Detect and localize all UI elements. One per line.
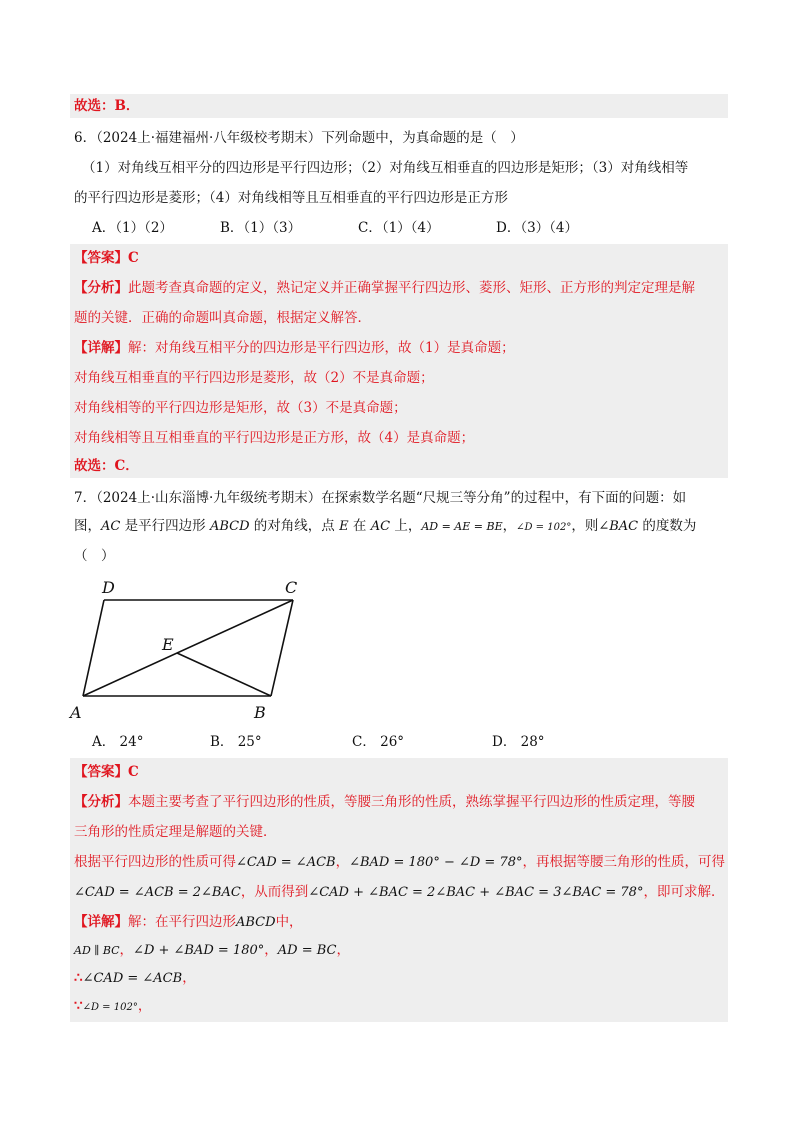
q7-math-ad-bc: AD = BC <box>277 943 337 958</box>
q6-option-b: B．（1）（3） <box>220 220 302 236</box>
q7-detail-text: ， <box>119 942 134 958</box>
q7-analysis-line-2: 三角形的性质定理是解题的关键． <box>74 824 277 840</box>
q7-stem-text: 的度数为 <box>638 518 697 534</box>
q6-detail-text-1: 解：对角线互相平分的四边形是平行四边形，故（1）是真命题； <box>128 340 515 356</box>
q6-analysis-line-2: 题的关键．正确的命题叫真命题，根据定义解答． <box>74 310 371 326</box>
q7-detail-line-2 <box>74 940 350 961</box>
q7-math-cad-2bac: ∠CAD = ∠ACB = 2∠BAC <box>74 885 241 900</box>
edge-bc <box>271 600 293 696</box>
q7-analysis-line-4 <box>74 882 724 903</box>
q7-stem-line-1: 7．（2024上·山东淄博·九年级统考期末）在探索数学名题“尺规三等分角”的过程中，有下面的问题：如 <box>74 490 687 506</box>
q6-option-a: A．（1）（2） <box>92 220 173 236</box>
q7-math-angle-d: ∠D = 102° <box>82 1002 138 1013</box>
label-e: E <box>162 635 174 654</box>
prev-conclusion: 故选：B． <box>74 98 140 114</box>
q7-stem-text: 是平行四边形 <box>120 518 210 534</box>
q7-answer-value: C <box>128 764 139 780</box>
q7-option-b: B． 25° <box>210 734 262 750</box>
parallelogram-figure <box>60 572 320 724</box>
label-c: C <box>285 578 298 597</box>
q7-math-angle-bac: ∠BAC <box>598 519 639 534</box>
q7-analysis-tag: 【分析】 <box>74 794 128 810</box>
q7-stem-line-2 <box>74 516 696 538</box>
q7-option-a: A． 24° <box>92 734 144 750</box>
q7-math-3bac: ∠CAD + ∠BAC = 2∠BAC + ∠BAC = 3∠BAC = 78° <box>308 885 644 900</box>
q7-math-ac: AC <box>370 519 391 534</box>
because-symbol: ∵ <box>74 998 83 1014</box>
segment-eb <box>177 653 271 696</box>
label-a: A <box>70 703 82 722</box>
q7-option-d: D． 28° <box>492 734 545 750</box>
q6-statement-line-2: 的平行四边形是菱形；（4）对角线相等且互相垂直的平行四边形是正方形 <box>74 190 508 206</box>
q7-analysis-text: ，即可求解． <box>643 884 725 900</box>
q6-analysis-line-1 <box>74 278 695 298</box>
q6-statement-line-1: （1）对角线互相平分的四边形是平行四边形；（2）对角线互相垂直的四边形是矩形；（3）对角线相等 <box>82 160 689 176</box>
q6-option-c: C．（1）（4） <box>358 220 440 236</box>
q7-math-e: E <box>339 519 349 534</box>
q6-conclusion: 故选：C． <box>74 458 139 474</box>
q7-options <box>92 732 545 752</box>
q6-answer-tag: 【答案】 <box>74 250 128 266</box>
q7-detail-text: ， <box>182 970 196 986</box>
q7-detail-text: ， <box>264 942 278 958</box>
q7-math-angle-d: ∠D = 102° <box>516 522 572 533</box>
q7-detail-line-1 <box>74 912 303 933</box>
q7-detail-line-4 <box>74 996 151 1018</box>
q7-detail-text: ， <box>137 998 152 1014</box>
q7-detail-text: ， <box>336 942 350 958</box>
label-d: D <box>102 578 115 597</box>
q6-analysis-text-1: 此题考查真命题的定义，熟记定义并正确掌握平行四边形、菱形、矩形、正方形的判定定理是解 <box>128 280 695 296</box>
q7-stem-text: 的对角线，点 <box>249 518 340 534</box>
q6-detail-line-2: 对角线互相垂直的平行四边形是菱形，故（2）不是真命题； <box>74 370 434 386</box>
q7-stem-text: ，则 <box>571 518 599 534</box>
q7-analysis-text: ， <box>335 854 350 870</box>
q7-analysis-text: 根据平行四边形的性质可得 <box>74 854 236 870</box>
therefore-symbol: ∴ <box>74 970 83 986</box>
answer-shade-prev <box>70 94 728 118</box>
q7-analysis-text-1: 本题主要考查了平行四边形的性质，等腰三角形的性质，熟练掌握平行四边形的性质定理，等腰 <box>128 794 695 810</box>
q6-stem: 6．（2024上·福建福州·八年级校考期末）下列命题中，为真命题的是（ ） <box>74 130 524 146</box>
q6-answer <box>74 248 139 268</box>
q7-math-angle-sum: ∠D + ∠BAD = 180° <box>133 943 265 958</box>
q7-detail-text: 解：在平行四边形 <box>128 914 236 930</box>
q6-detail-line-1 <box>74 338 515 358</box>
q7-detail-line-3 <box>74 968 196 989</box>
q7-stem-text: 在 <box>348 518 371 534</box>
q6-answer-value: C <box>128 250 139 266</box>
q6-detail-line-3: 对角线相等的平行四边形是矩形，故（3）不是真命题； <box>74 400 407 416</box>
q6-options <box>92 218 578 238</box>
q7-analysis-text: ，从而得到 <box>240 884 309 900</box>
q7-analysis-text: ，再根据等腰三角形的性质，可得 <box>522 854 725 870</box>
q7-answer <box>74 762 139 782</box>
q7-stem-text: 上， <box>390 518 422 534</box>
q7-analysis-line-1 <box>74 792 695 812</box>
q7-detail-text: 中， <box>275 914 303 930</box>
q6-option-d: D．（3）（4） <box>496 220 579 236</box>
diagonal-ac <box>83 600 293 696</box>
edge-da <box>83 600 104 696</box>
q7-answer-tag: 【答案】 <box>74 764 128 780</box>
q7-detail-tag: 【详解】 <box>74 914 128 930</box>
q7-math-ac: AC <box>101 519 121 534</box>
q7-stem-line-3: （ ） <box>74 548 115 564</box>
q7-math-bad: ∠BAD = 180° − ∠D = 78° <box>349 855 523 870</box>
q7-math-ad-parallel-bc: AD ∥ BC <box>74 944 120 957</box>
q6-analysis-tag: 【分析】 <box>74 280 128 296</box>
q7-math-equal-sides: AD = AE = BE <box>421 520 503 533</box>
q7-math-abcd: ABCD <box>236 915 276 930</box>
q7-math-cad-acb: ∠CAD = ∠ACB <box>82 971 183 986</box>
q7-analysis-line-3 <box>74 852 725 873</box>
q7-math-abcd: ABCD <box>209 519 250 534</box>
q6-detail-tag: 【详解】 <box>74 340 128 356</box>
q7-option-c: C． 26° <box>352 734 405 750</box>
q7-stem-text: 图， <box>74 518 101 534</box>
q7-math-cad-acb: ∠CAD = ∠ACB <box>236 855 336 870</box>
q7-stem-text: ， <box>502 518 517 534</box>
q6-detail-line-4: 对角线相等且互相垂直的平行四边形是正方形，故（4）是真命题； <box>74 430 475 446</box>
label-b: B <box>254 703 266 722</box>
